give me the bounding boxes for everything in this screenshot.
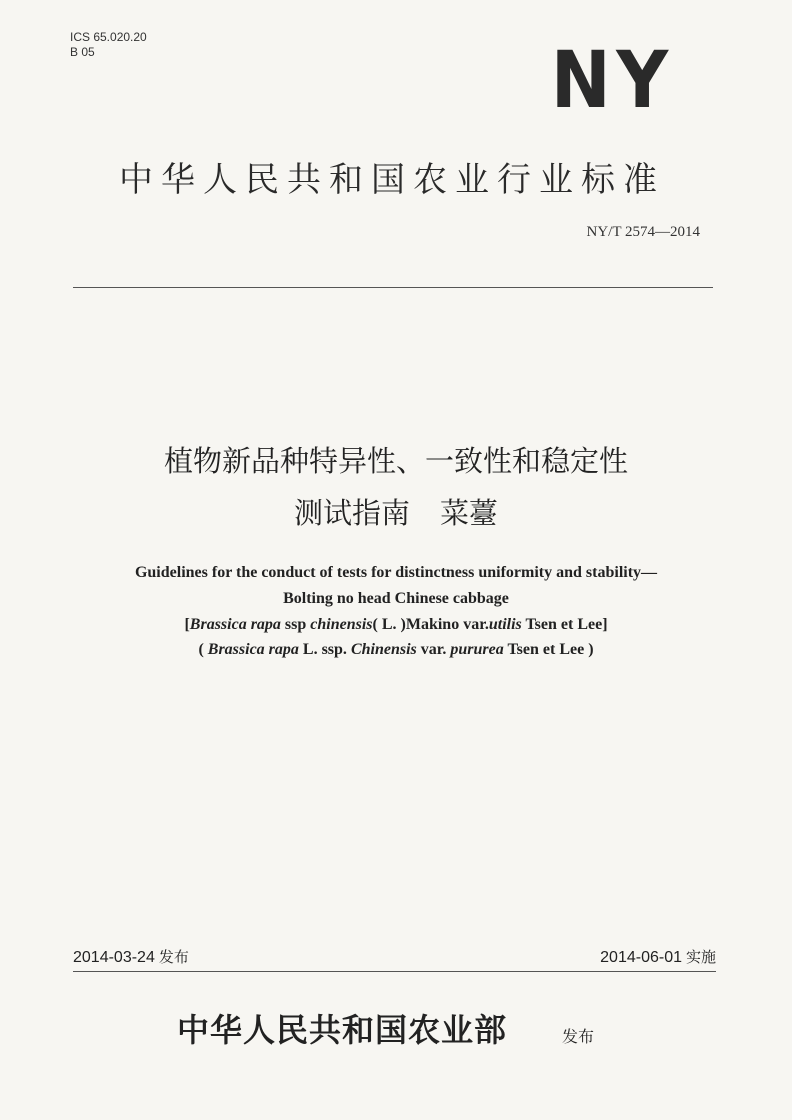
latin-name-line-2: ( Brassica rapa L. ssp. Chinensis var. pururea Tsen et Lee ) [198, 641, 594, 658]
category-code: B 05 [70, 45, 95, 59]
issuer-name: 中华人民共和国农业部 [177, 1011, 508, 1049]
english-title-line-1: Guidelines for the conduct of tests for distinctness uniformity and stability— [134, 564, 658, 581]
ics-code: ICS 65.020.20 [70, 30, 147, 44]
footer-divider [73, 971, 716, 972]
effective-date-group [600, 946, 716, 967]
chinese-title-part-b: 菜薹 [440, 496, 499, 530]
latin-name-line-1: [Brassica rapa ssp chinensis( L. )Makino var.utilis Tsen et Lee] [184, 616, 608, 633]
standard-number: NY/T 2574—2014 [586, 224, 700, 240]
issue-date: 2014-03-24 [73, 949, 155, 966]
chinese-title-line-1: 植物新品种特异性、一致性和稳定性 [163, 444, 628, 478]
ny-logo: NY [550, 36, 674, 126]
effective-label: 实施 [685, 948, 716, 966]
ics-code-block [70, 30, 147, 60]
issue-label: 发布 [158, 948, 189, 966]
header-divider [73, 287, 713, 288]
issue-date-group [73, 946, 189, 967]
english-title-line-2: Bolting no head Chinese cabbage [283, 590, 509, 607]
effective-date: 2014-06-01 [600, 949, 682, 966]
chinese-title-line-2 [72, 495, 720, 531]
issuer-label: 发布 [562, 1027, 595, 1046]
chinese-title-part-a: 测试指南 [293, 496, 410, 530]
standard-title: 中华人民共和国农业行业标准 [119, 160, 665, 200]
